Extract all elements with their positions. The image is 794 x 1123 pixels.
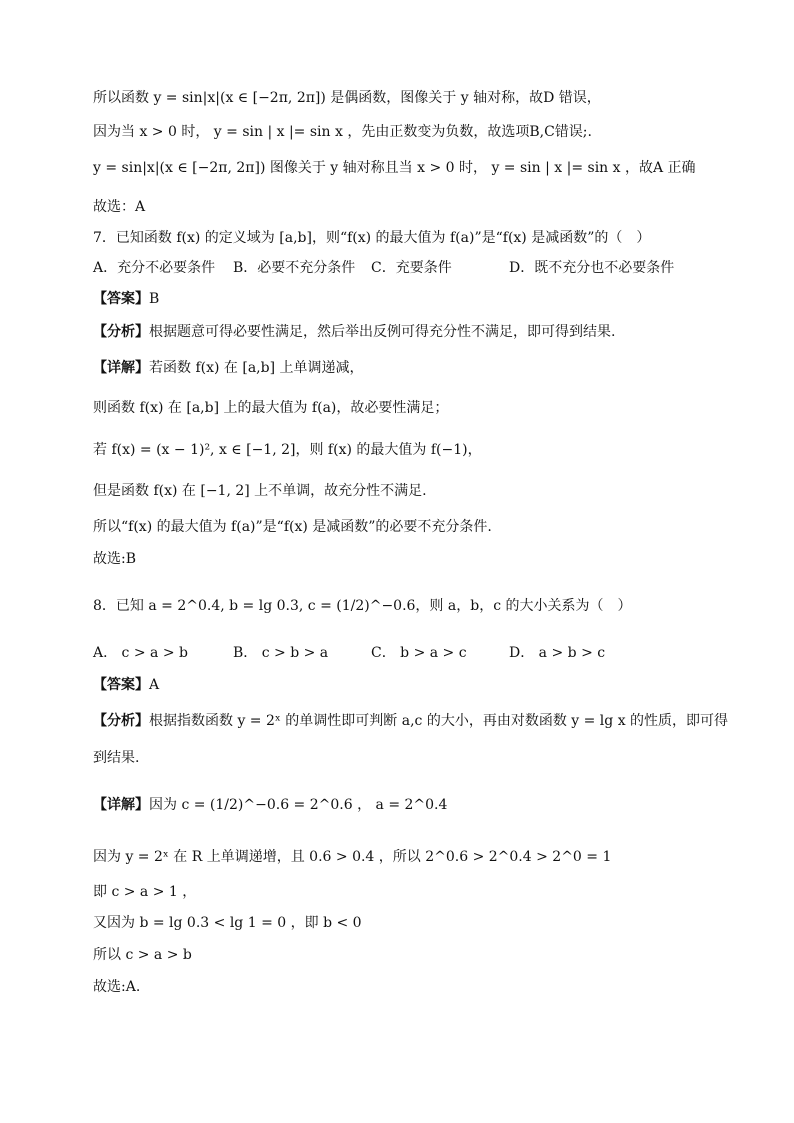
q7-stem: 7．已知函数 f(x) 的定义域为 [a,b]，则“f(x) 的最大值为 f(a)”是“f(x) 是减函数”的（ ） xyxy=(93,230,651,246)
prev-solution-line-1: 所以函数 y = sin|x|(x ∈ [−2π, 2π]) 是偶函数，图像关于 y 轴对称，故D 错误， xyxy=(93,90,601,106)
q8-analysis-tag: 【分析】 xyxy=(93,713,149,729)
q8-answer-value: A xyxy=(149,677,160,693)
q8-option-a: A． c > a > b xyxy=(93,645,188,661)
prev-solution-choice: 故选：A xyxy=(93,199,146,215)
q8-analysis-line-1 xyxy=(93,711,734,731)
q8-option-c: C． b > a > c xyxy=(371,645,467,661)
q8-answer-tag: 【答案】 xyxy=(93,677,149,693)
q8-option-b: B． c > b > a xyxy=(233,645,329,661)
q7-answer xyxy=(93,289,734,309)
q7-detail-line-4: 但是函数 f(x) 在 [−1, 2] 上不单调，故充分性不满足. xyxy=(93,483,427,499)
prev-solution-line-3: y = sin|x|(x ∈ [−2π, 2π]) 图像关于 y 轴对称且当 x > 0 时， y = sin | x |= sin x ，故A 正确 xyxy=(93,160,696,176)
q7-detail-tag: 【详解】 xyxy=(93,360,149,376)
q7-answer-tag: 【答案】 xyxy=(93,291,149,307)
q8-detail-tag: 【详解】 xyxy=(93,797,149,813)
q8-detail-line-1 xyxy=(93,795,734,815)
q8-detail-line-2: 因为 y = 2ˣ 在 R 上单调递增，且 0.6 > 0.4 ，所以 2^0.6 > 2^0.4 > 2^0 = 1 xyxy=(93,849,612,865)
q8-detail-line-4: 又因为 b = lg 0.3 < lg 1 = 0 ，即 b < 0 xyxy=(93,915,362,931)
q8-analysis-line-2: 到结果. xyxy=(93,750,140,766)
q8-detail-text-1: 因为 c = (1/2)^−0.6 = 2^0.6 ， a = 2^0.4 xyxy=(149,797,448,813)
q8-option-d: D． a > b > c xyxy=(509,645,606,661)
q7-analysis-text: 根据题意可得必要性满足，然后举出反例可得充分性不满足，即可得到结果. xyxy=(149,324,616,340)
q7-option-b: B．必要不充分条件 xyxy=(233,260,356,276)
q7-detail-line-2: 则函数 f(x) 在 [a,b] 上的最大值为 f(a)，故必要性满足； xyxy=(93,400,449,416)
q8-detail-line-5: 所以 c > a > b xyxy=(93,947,192,963)
q7-detail-line-5: 所以“f(x) 的最大值为 f(a)”是“f(x) 是减函数”的必要不充分条件. xyxy=(93,519,492,535)
q7-option-a: A．充分不必要条件 xyxy=(93,260,216,276)
prev-solution-line-2: 因为当 x > 0 时， y = sin | x |= sin x ，先由正数变为负数，故选项B,C错误;. xyxy=(93,124,592,140)
q8-answer xyxy=(93,675,734,695)
q7-detail-line-1 xyxy=(93,358,734,378)
q7-detail-line-6: 故选:B xyxy=(93,551,137,567)
q7-detail-line-3: 若 f(x) = (x − 1)², x ∈ [−1, 2]，则 f(x) 的最大值为 f(−1)， xyxy=(93,442,482,458)
q8-detail-line-3: 即 c > a > 1 ， xyxy=(93,884,197,900)
q7-detail-text-1: 若函数 f(x) 在 [a,b] 上单调递减， xyxy=(149,360,364,376)
q7-option-d: D．既不充分也不必要条件 xyxy=(509,260,675,276)
q7-answer-value: B xyxy=(149,291,160,307)
q7-analysis-tag: 【分析】 xyxy=(93,324,149,340)
q8-analysis-text-1: 根据指数函数 y = 2ˣ 的单调性即可判断 a,c 的大小，再由对数函数 y = lg x 的性质，即可得 xyxy=(149,713,729,729)
q7-analysis xyxy=(93,322,734,342)
q7-option-c: C．充要条件 xyxy=(371,260,452,276)
q8-stem: 8．已知 a = 2^0.4, b = lg 0.3, c = (1/2)^−0.6，则 a，b，c 的大小关系为（ ） xyxy=(93,598,632,614)
q8-detail-line-6: 故选:A. xyxy=(93,979,141,995)
